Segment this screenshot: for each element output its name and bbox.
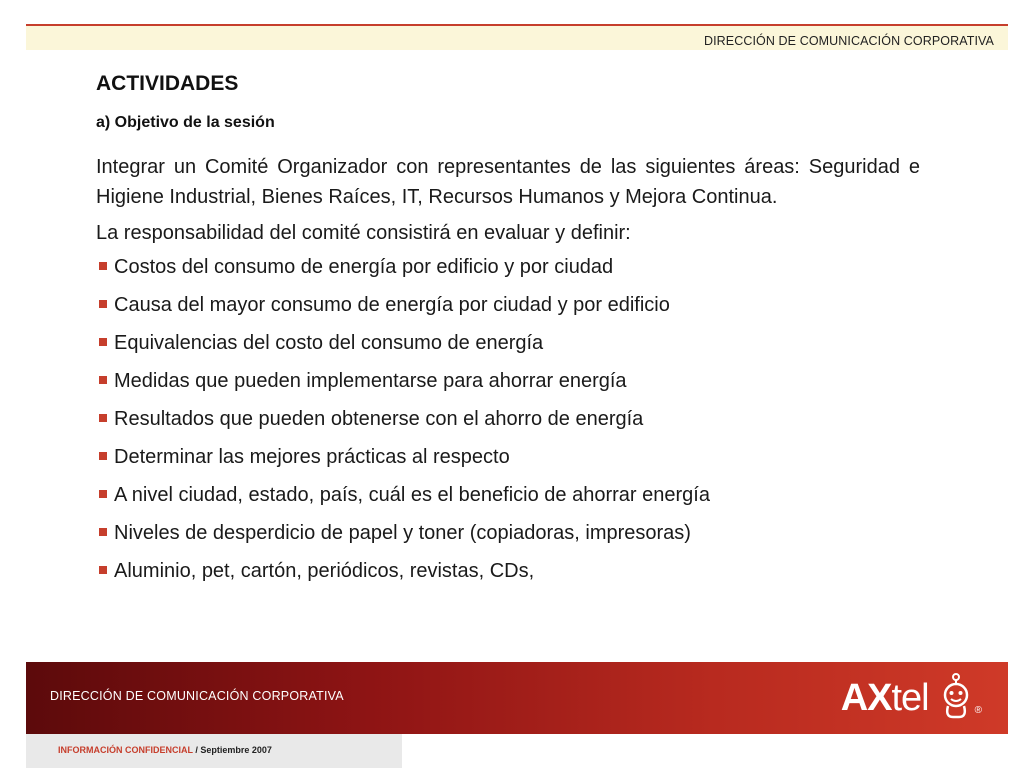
bullet-text: Aluminio, pet, cartón, periódicos, revistas, CDs, <box>114 560 535 582</box>
responsibility-intro: La responsabilidad del comité consistirá en evaluar y definir: <box>96 222 631 244</box>
confidential-label: INFORMACIÓN CONFIDENCIAL <box>58 745 193 755</box>
header-department: DIRECCIÓN DE COMUNICACIÓN CORPORATIVA <box>703 34 994 48</box>
footer-band <box>26 662 1008 734</box>
objective-paragraph: Integrar un Comité Organizador con representantes de las siguientes áreas: Seguridad e Higiene Industrial, Bienes Raíces, IT, Recursos Humanos y Mejora Continua. <box>96 156 920 208</box>
logo-wordmark <box>841 677 929 720</box>
list-item <box>96 442 920 472</box>
separator: / <box>192 745 201 755</box>
footer-department: DIRECCIÓN DE COMUNICACIÓN CORPORATIVA <box>50 689 344 703</box>
square-bullet-icon <box>99 414 107 422</box>
bullet-text: Resultados que pueden obtenerse con el ahorro de energía <box>114 408 644 430</box>
list-item <box>96 252 920 282</box>
page-subtitle: a) Objetivo de la sesión <box>96 114 275 131</box>
bullet-text: Causa del mayor consumo de energía por ciudad y por edificio <box>114 294 670 316</box>
square-bullet-icon <box>99 490 107 498</box>
axtel-mascot-icon <box>939 673 973 724</box>
square-bullet-icon <box>99 376 107 384</box>
list-item <box>96 328 920 358</box>
bullet-list <box>96 252 920 586</box>
list-item <box>96 518 920 548</box>
page-title: ACTIVIDADES <box>96 72 239 95</box>
axtel-logo <box>841 668 982 728</box>
square-bullet-icon <box>99 566 107 574</box>
bullet-text: Determinar las mejores prácticas al respecto <box>114 446 510 468</box>
square-bullet-icon <box>99 452 107 460</box>
list-item <box>96 480 920 510</box>
list-item <box>96 366 920 396</box>
logo-ax: AX <box>840 676 892 719</box>
registered-mark: ® <box>974 705 982 716</box>
list-item <box>96 404 920 434</box>
list-item <box>96 290 920 320</box>
bullet-text: Costos del consumo de energía por edificio y por ciudad <box>114 256 614 278</box>
bullet-text: Medidas que pueden implementarse para ahorrar energía <box>114 370 627 392</box>
square-bullet-icon <box>99 528 107 536</box>
bullet-text: A nivel ciudad, estado, país, cuál es el beneficio de ahorrar energía <box>114 484 710 506</box>
confidential-strip <box>26 734 402 768</box>
logo-tel: tel <box>891 676 929 719</box>
square-bullet-icon <box>99 262 107 270</box>
slide-content <box>96 152 920 594</box>
square-bullet-icon <box>99 338 107 346</box>
list-item <box>96 556 920 586</box>
date-label: Septiembre 2007 <box>200 745 272 755</box>
header-bar <box>26 24 1008 50</box>
confidential-notice <box>58 745 272 755</box>
bullet-text: Niveles de desperdicio de papel y toner (copiadoras, impresoras) <box>114 522 691 544</box>
square-bullet-icon <box>99 300 107 308</box>
bullet-text: Equivalencias del costo del consumo de energía <box>114 332 544 354</box>
